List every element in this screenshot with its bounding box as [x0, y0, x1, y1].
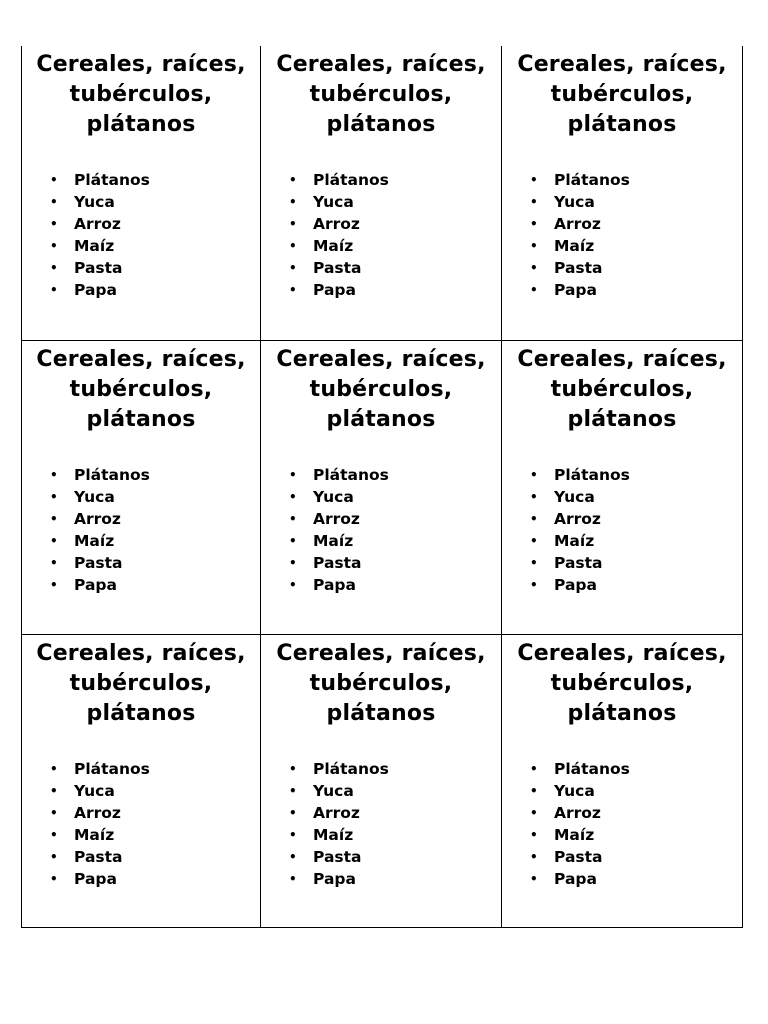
- list-item: • Maíz: [530, 532, 595, 550]
- card: [502, 341, 743, 635]
- bullet-icon: •: [50, 239, 58, 253]
- item-list: [289, 758, 389, 890]
- list-item: • Yuca: [530, 782, 595, 800]
- card-title: Cereales, raíces, tubérculos, plátanos: [276, 52, 486, 137]
- bullet-icon: •: [289, 850, 297, 864]
- bullet-icon: •: [50, 828, 58, 842]
- list-item: • Plátanos: [289, 760, 389, 778]
- list-item: • Pasta: [50, 554, 123, 572]
- list-item: • Maíz: [530, 826, 595, 844]
- bullet-icon: •: [50, 195, 58, 209]
- bullet-icon: •: [50, 283, 58, 297]
- list-item: • Plátanos: [530, 760, 630, 778]
- list-item: • Arroz: [530, 215, 601, 233]
- bullet-icon: •: [530, 490, 538, 504]
- bullet-icon: •: [50, 872, 58, 886]
- bullet-icon: •: [50, 762, 58, 776]
- card-title: Cereales, raíces, tubérculos, plátanos: [36, 347, 246, 432]
- list-item: • Yuca: [289, 782, 354, 800]
- list-item: • Pasta: [530, 848, 603, 866]
- list-item: • Pasta: [289, 554, 362, 572]
- bullet-icon: •: [530, 217, 538, 231]
- bullet-icon: •: [50, 556, 58, 570]
- bullet-icon: •: [289, 217, 297, 231]
- bullet-icon: •: [50, 173, 58, 187]
- bullet-icon: •: [289, 261, 297, 275]
- bullet-icon: •: [50, 578, 58, 592]
- list-item: • Plátanos: [289, 466, 389, 484]
- list-item: • Pasta: [530, 554, 603, 572]
- list-item: • Arroz: [289, 215, 360, 233]
- bullet-icon: •: [289, 784, 297, 798]
- bullet-icon: •: [289, 283, 297, 297]
- list-item: • Papa: [289, 281, 356, 299]
- bullet-icon: •: [289, 239, 297, 253]
- bullet-icon: •: [289, 828, 297, 842]
- bullet-icon: •: [530, 850, 538, 864]
- list-item: • Arroz: [530, 804, 601, 822]
- bullet-icon: •: [530, 534, 538, 548]
- list-item: • Yuca: [50, 782, 115, 800]
- card: [21, 341, 261, 635]
- list-item: • Arroz: [50, 804, 121, 822]
- list-item: • Yuca: [289, 488, 354, 506]
- list-item: • Papa: [50, 870, 117, 888]
- item-list: [530, 464, 630, 596]
- list-item: • Papa: [530, 576, 597, 594]
- card-title: Cereales, raíces, tubérculos, plátanos: [276, 641, 486, 726]
- list-item: • Plátanos: [50, 171, 150, 189]
- list-item: • Maíz: [530, 237, 595, 255]
- list-item: • Plátanos: [289, 171, 389, 189]
- card-grid: [21, 46, 743, 928]
- list-item: • Arroz: [50, 510, 121, 528]
- list-item: • Yuca: [289, 193, 354, 211]
- list-item: • Pasta: [50, 259, 123, 277]
- bullet-icon: •: [50, 850, 58, 864]
- bullet-icon: •: [50, 468, 58, 482]
- bullet-icon: •: [530, 283, 538, 297]
- card-title: Cereales, raíces, tubérculos, plátanos: [517, 52, 727, 137]
- list-item: • Pasta: [50, 848, 123, 866]
- list-item: • Pasta: [289, 259, 362, 277]
- list-item: • Plátanos: [50, 760, 150, 778]
- item-list: [50, 169, 150, 301]
- list-item: • Yuca: [50, 193, 115, 211]
- bullet-icon: •: [50, 490, 58, 504]
- list-item: • Arroz: [289, 804, 360, 822]
- bullet-icon: •: [289, 195, 297, 209]
- list-item: • Maíz: [50, 532, 115, 550]
- item-list: [50, 464, 150, 596]
- list-item: • Plátanos: [530, 466, 630, 484]
- card: [502, 635, 743, 928]
- list-item: • Maíz: [289, 237, 354, 255]
- card-title: Cereales, raíces, tubérculos, plátanos: [36, 641, 246, 726]
- card: [21, 46, 261, 341]
- list-item: • Maíz: [289, 826, 354, 844]
- item-list: [530, 169, 630, 301]
- bullet-icon: •: [530, 828, 538, 842]
- bullet-icon: •: [530, 512, 538, 526]
- bullet-icon: •: [530, 762, 538, 776]
- list-item: • Plátanos: [50, 466, 150, 484]
- card-title: Cereales, raíces, tubérculos, plátanos: [276, 347, 486, 432]
- bullet-icon: •: [50, 784, 58, 798]
- bullet-icon: •: [530, 556, 538, 570]
- bullet-icon: •: [530, 578, 538, 592]
- list-item: • Papa: [530, 870, 597, 888]
- card: [261, 341, 502, 635]
- list-item: • Papa: [50, 576, 117, 594]
- bullet-icon: •: [50, 261, 58, 275]
- bullet-icon: •: [289, 872, 297, 886]
- bullet-icon: •: [530, 784, 538, 798]
- list-item: • Papa: [289, 870, 356, 888]
- list-item: • Arroz: [289, 510, 360, 528]
- bullet-icon: •: [289, 578, 297, 592]
- list-item: • Papa: [289, 576, 356, 594]
- bullet-icon: •: [530, 239, 538, 253]
- bullet-icon: •: [530, 872, 538, 886]
- item-list: [289, 169, 389, 301]
- bullet-icon: •: [289, 762, 297, 776]
- bullet-icon: •: [50, 512, 58, 526]
- list-item: • Papa: [50, 281, 117, 299]
- bullet-icon: •: [289, 806, 297, 820]
- list-item: • Maíz: [50, 826, 115, 844]
- list-item: • Yuca: [530, 488, 595, 506]
- card: [261, 635, 502, 928]
- bullet-icon: •: [289, 534, 297, 548]
- list-item: • Yuca: [50, 488, 115, 506]
- bullet-icon: •: [530, 261, 538, 275]
- bullet-icon: •: [530, 173, 538, 187]
- list-item: • Arroz: [530, 510, 601, 528]
- bullet-icon: •: [289, 468, 297, 482]
- bullet-icon: •: [289, 490, 297, 504]
- list-item: • Maíz: [289, 532, 354, 550]
- item-list: [530, 758, 630, 890]
- bullet-icon: •: [289, 556, 297, 570]
- card-title: Cereales, raíces, tubérculos, plátanos: [517, 641, 727, 726]
- list-item: • Arroz: [50, 215, 121, 233]
- item-list: [50, 758, 150, 890]
- bullet-icon: •: [289, 512, 297, 526]
- list-item: • Pasta: [289, 848, 362, 866]
- item-list: [289, 464, 389, 596]
- bullet-icon: •: [50, 806, 58, 820]
- list-item: • Maíz: [50, 237, 115, 255]
- bullet-icon: •: [50, 217, 58, 231]
- bullet-icon: •: [530, 468, 538, 482]
- bullet-icon: •: [50, 534, 58, 548]
- card: [502, 46, 743, 341]
- bullet-icon: •: [530, 806, 538, 820]
- card-title: Cereales, raíces, tubérculos, plátanos: [517, 347, 727, 432]
- list-item: • Yuca: [530, 193, 595, 211]
- card-title: Cereales, raíces, tubérculos, plátanos: [36, 52, 246, 137]
- bullet-icon: •: [530, 195, 538, 209]
- bullet-icon: •: [289, 173, 297, 187]
- card: [261, 46, 502, 341]
- list-item: • Plátanos: [530, 171, 630, 189]
- card: [21, 635, 261, 928]
- list-item: • Pasta: [530, 259, 603, 277]
- list-item: • Papa: [530, 281, 597, 299]
